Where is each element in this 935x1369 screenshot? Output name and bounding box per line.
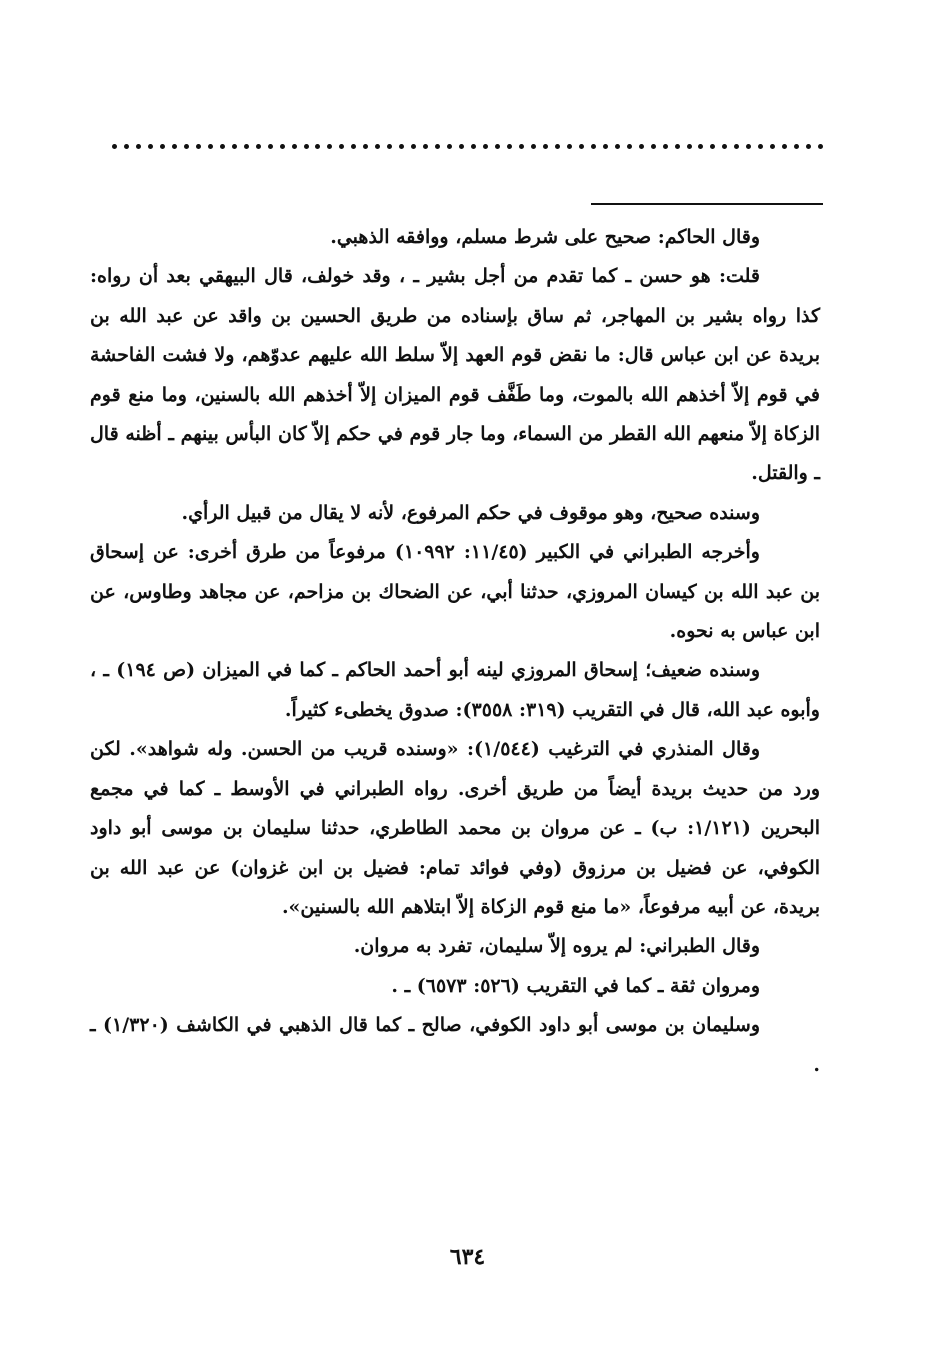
separator-dot: [627, 144, 632, 149]
separator-dot: [722, 144, 727, 149]
paragraph-6: وقال المنذري في الترغيب (١/٥٤٤): «وسنده قريب من الحسن. وله شواهد». لكن ورد من حديث بريدة أيضاً من طريق أخرى. رواه الطبراني في الأوسط ـ كما في مجمع البحرين (١/١٢١: ب) ـ عن مروان بن محمد الطاطري، حدثنا سليمان بن موسى أبو داود الكوفي، عن فضيل بن مرزوق (وفي فوائد تمام: فضيل بن ابن غزوان) عن عبد الله بن بريدة، عن أبيه مرفوعاً، «ما منع قوم الزكاة إلاّ ابتلاهم الله بالسنين».: [90, 738, 820, 918]
separator-dot: [579, 144, 584, 149]
separator-dot: [280, 144, 285, 149]
paragraph-9: وسليمان بن موسى أبو داود الكوفي، صالح ـ كما قال الذهبي في الكاشف (١/٣٢٠) ـ .: [90, 1014, 820, 1076]
separator-dot: [220, 144, 225, 149]
separator-dot: [746, 144, 751, 149]
separator-dot: [663, 144, 668, 149]
separator-dot: [651, 144, 656, 149]
paragraph-5: وسنده ضعيف؛ إسحاق المروزي لينه أبو أحمد الحاكم ـ كما في الميزان (ص ١٩٤) ـ ، وأبوه عبد الله، قال في التقريب (٣١٩: ٣٥٥٨): صدوق يخطىء كثيراً.: [90, 659, 820, 721]
separator-dot: [603, 144, 608, 149]
footnote-rule: [591, 203, 823, 205]
separator-dot: [315, 144, 320, 149]
separator-dot: [507, 144, 512, 149]
separator-dot: [794, 144, 799, 149]
separator-dot: [124, 144, 129, 149]
separator-dot: [232, 144, 237, 149]
separator-dot: [196, 144, 201, 149]
separator-dot: [339, 144, 344, 149]
separator-dot: [172, 144, 177, 149]
paragraph-4: وأخرجه الطبراني في الكبير (١١/٤٥: ١٠٩٩٢) مرفوعاً من طرق أخرى: عن إسحاق بن عبد الله بن كيسان المروزي، حدثنا أبي، عن الضحاك بن مزاحم، عن مجاهد وطاوس، عن ابن عباس به نحوه.: [90, 541, 820, 643]
paragraph-3: وسنده صحيح، وهو موقوف في حكم المرفوع، لأنه لا يقال من قبيل الرأي.: [181, 501, 760, 524]
separator-dot: [208, 144, 213, 149]
paragraph-8: ومروان ثقة ـ كما في التقريب (٥٢٦: ٦٥٧٣) ـ .: [391, 974, 760, 997]
separator-dot: [256, 144, 261, 149]
separator-dot: [304, 144, 309, 149]
paragraph-2: قلت: هو حسن ـ كما تقدم من أجل بشير ـ ، وقد خولف، قال البيهقي بعد أن رواه: كذا رواه بشير بن المهاجر، ثم ساق بإسناده من طريق الحسين بن واقد عن عبد الله بن بريدة عن ابن عباس قال: ما نقض قوم العهد إلاّ سلط الله عليهم عدوّهم، ولا فشت الفاحشة في قوم إلاّ أخذهم الله بالموت، وما طَفَّف قوم الميزان إلاّ أخذهم الله بالسنين، وما منع قوم الزكاة إلاّ منعهم الله القطر من السماء، وما جار قوم في حكم إلاّ كان البأس بينهم ـ أظنه قال ـ والقتل.: [90, 265, 820, 485]
separator-dot: [555, 144, 560, 149]
dotted-separator: [112, 138, 824, 154]
separator-dot: [710, 144, 715, 149]
footnote-text: [90, 218, 820, 1085]
separator-dot: [447, 144, 452, 149]
separator-dot: [184, 144, 189, 149]
separator-dot: [375, 144, 380, 149]
separator-dot: [567, 144, 572, 149]
separator-dot: [244, 144, 249, 149]
separator-dot: [806, 144, 811, 149]
separator-dot: [160, 144, 165, 149]
separator-dot: [782, 144, 787, 149]
separator-dot: [351, 144, 356, 149]
separator-dot: [675, 144, 680, 149]
separator-dot: [770, 144, 775, 149]
separator-dot: [519, 144, 524, 149]
separator-dot: [639, 144, 644, 149]
separator-dot: [591, 144, 596, 149]
paragraph-7: وقال الطبراني: لم يروه إلاّ سليمان، تفرد به مروان.: [353, 935, 760, 958]
separator-dot: [459, 144, 464, 149]
separator-dot: [531, 144, 536, 149]
separator-dot: [363, 144, 368, 149]
separator-dot: [687, 144, 692, 149]
paragraph-1: وقال الحاكم: صحيح على شرط مسلم، ووافقه الذهبي.: [330, 226, 760, 248]
separator-dot: [399, 144, 404, 149]
separator-dot: [411, 144, 416, 149]
separator-dot: [758, 144, 763, 149]
separator-dot: [112, 144, 117, 149]
separator-dot: [387, 144, 392, 149]
separator-dot: [423, 144, 428, 149]
separator-dot: [495, 144, 500, 149]
separator-dot: [698, 144, 703, 149]
separator-dot: [292, 144, 297, 149]
separator-dot: [734, 144, 739, 149]
separator-dot: [268, 144, 273, 149]
separator-dot: [435, 144, 440, 149]
separator-dot: [615, 144, 620, 149]
separator-dot: [543, 144, 548, 149]
separator-dot: [483, 144, 488, 149]
separator-dot: [327, 144, 332, 149]
separator-dot: [471, 144, 476, 149]
separator-dot: [136, 144, 141, 149]
separator-dot: [818, 144, 823, 149]
page-number: ٦٣٤: [449, 1244, 486, 1270]
separator-dot: [148, 144, 153, 149]
